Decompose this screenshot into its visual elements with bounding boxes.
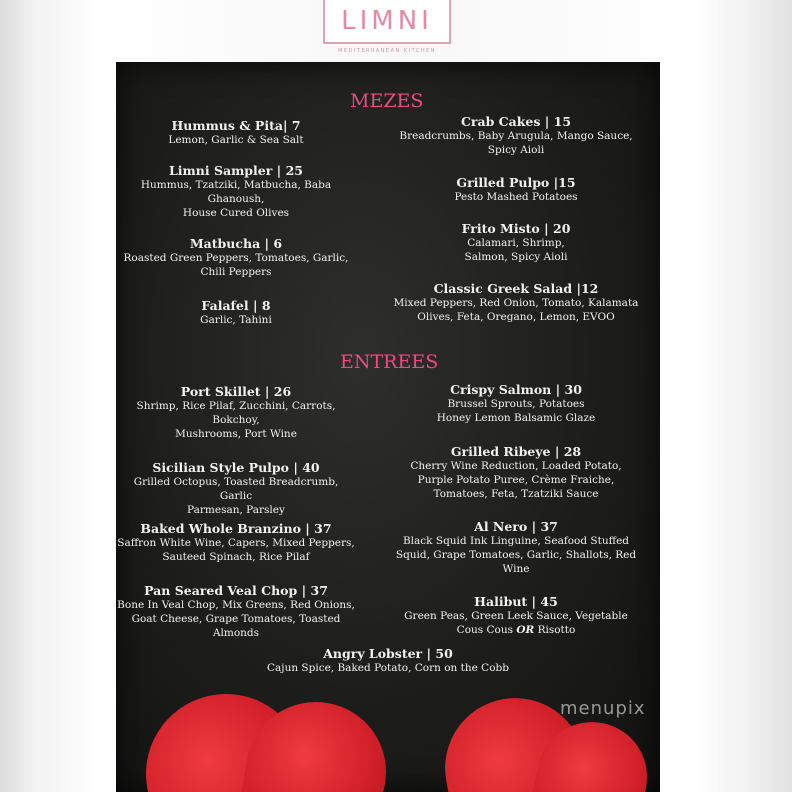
- item-name: Crispy Salmon | 30: [450, 382, 582, 397]
- entrees-heading: ENTREES: [340, 351, 439, 373]
- item-desc: Ghanoush,: [207, 193, 265, 205]
- item-desc-pre: Cous Cous: [456, 624, 517, 636]
- item-name: Angry Lobster | 50: [323, 646, 453, 661]
- menu-item-angry-lobster: [216, 646, 560, 675]
- item-desc-alt: [376, 623, 656, 637]
- item-desc: Chili Peppers: [200, 266, 272, 278]
- item-name: Grilled Pulpo |15: [456, 175, 576, 190]
- item-name: Matbucha | 6: [189, 236, 283, 251]
- item-desc: Squid, Grape Tomatoes, Garlic, Shallots, Red: [395, 549, 637, 561]
- logo-tagline: MEDITERRANEAN KITCHEN: [338, 48, 436, 54]
- item-desc: Cherry Wine Reduction, Loaded Potato,: [410, 460, 622, 472]
- item-name: Limni Sampler | 25: [169, 163, 303, 178]
- menu-item-halibut: [376, 594, 656, 637]
- item-desc: Mixed Peppers, Red Onion, Tomato, Kalamata: [393, 297, 639, 309]
- item-name: Crab Cakes | 15: [460, 114, 572, 129]
- menu-item-sicilian-pulpo: [116, 460, 356, 517]
- item-desc: Lemon, Garlic & Sea Salt: [168, 134, 304, 146]
- item-name: Baked Whole Branzino | 37: [140, 521, 332, 536]
- item-name: Pan Seared Veal Chop | 37: [144, 583, 328, 598]
- item-desc: Green Peas, Green Leek Sauce, Vegetable: [404, 610, 628, 622]
- item-name: Classic Greek Salad |12: [433, 281, 599, 296]
- item-name: Hummus & Pita| 7: [171, 118, 301, 133]
- item-desc: Bone In Veal Chop, Mix Greens, Red Onions,: [117, 599, 355, 611]
- item-desc: Brussel Sprouts, Potatoes: [447, 398, 585, 410]
- restaurant-logo: [323, 0, 451, 44]
- item-desc-or: OR: [516, 624, 535, 636]
- item-desc: Saffron White Wine, Capers, Mixed Peppers,: [117, 537, 355, 549]
- item-name: Halibut | 45: [474, 594, 558, 609]
- item-desc: Mushrooms, Port Wine: [175, 428, 297, 440]
- item-name: Al Nero | 37: [474, 519, 558, 534]
- menu-item-branzino: [116, 521, 356, 564]
- frame-right-edge: [732, 0, 792, 792]
- item-desc: Purple Potato Puree, Crème Fraiche,: [417, 474, 615, 486]
- item-desc: Grilled Octopus, Toasted Breadcrumb, Garlic: [133, 476, 339, 502]
- item-desc: Shrimp, Rice Pilaf, Zucchini, Carrots,: [136, 400, 336, 412]
- item-name: Sicilian Style Pulpo | 40: [152, 460, 320, 475]
- item-desc: Tomatoes, Feta, Tzatziki Sauce: [433, 488, 599, 500]
- menu-item-grilled-pulpo: [376, 175, 656, 204]
- menu-item-limni-sampler: [116, 163, 356, 220]
- item-desc: Parmesan, Parsley: [187, 504, 285, 516]
- item-desc: Salmon, Spicy Aioli: [464, 251, 568, 263]
- item-desc: Hummus, Tzatziki, Matbucha, Baba: [140, 179, 332, 191]
- item-desc: Wine: [502, 563, 530, 575]
- logo-name: LIMNI: [341, 6, 433, 36]
- item-desc: Garlic, Tahini: [200, 314, 272, 326]
- item-desc: Calamari, Shrimp,: [467, 237, 565, 249]
- item-desc: Almonds: [212, 627, 260, 639]
- item-name: Grilled Ribeye | 28: [450, 444, 582, 459]
- item-desc: Spicy Aioli: [487, 144, 545, 156]
- item-desc-post: Risotto: [534, 624, 576, 636]
- item-desc: Cajun Spice, Baked Potato, Corn on the Cobb: [267, 662, 509, 674]
- menu-item-falafel: [116, 298, 356, 327]
- menu-chalkboard: [116, 62, 660, 792]
- menu-item-frito-misto: [376, 221, 656, 264]
- item-desc: Black Squid Ink Linguine, Seafood Stuffed: [402, 535, 630, 547]
- mezes-heading: MEZES: [350, 90, 424, 112]
- item-name: Falafel | 8: [201, 298, 271, 313]
- item-desc: Breadcrumbs, Baby Arugula, Mango Sauce,: [399, 130, 633, 142]
- item-name: Frito Misto | 20: [461, 221, 571, 236]
- menu-item-crab-cakes: [376, 114, 656, 157]
- menu-item-al-nero: [376, 519, 656, 576]
- item-desc: Bokchoy,: [212, 414, 260, 426]
- watermark: menupix: [560, 698, 646, 719]
- menu-item-greek-salad: [376, 281, 656, 324]
- item-desc: Pesto Mashed Potatoes: [454, 191, 578, 203]
- menu-item-hummus: [116, 118, 356, 147]
- menu-item-port-skillet: [116, 384, 356, 441]
- menu-item-grilled-ribeye: [376, 444, 656, 501]
- item-desc: Sauteed Spinach, Rice Pilaf: [162, 551, 310, 563]
- menu-item-veal-chop: [116, 583, 356, 640]
- item-name: Port Skillet | 26: [180, 384, 292, 399]
- frame-left-edge: [0, 0, 40, 792]
- item-desc: Honey Lemon Balsamic Glaze: [436, 412, 596, 424]
- menu-item-crispy-salmon: [376, 382, 656, 425]
- item-desc: Olives, Feta, Oregano, Lemon, EVOO: [417, 311, 615, 323]
- item-desc: House Cured Olives: [182, 207, 290, 219]
- item-desc: Roasted Green Peppers, Tomatoes, Garlic,: [123, 252, 349, 264]
- menu-item-matbucha: [116, 236, 356, 279]
- item-desc: Goat Cheese, Grape Tomatoes, Toasted: [131, 613, 341, 625]
